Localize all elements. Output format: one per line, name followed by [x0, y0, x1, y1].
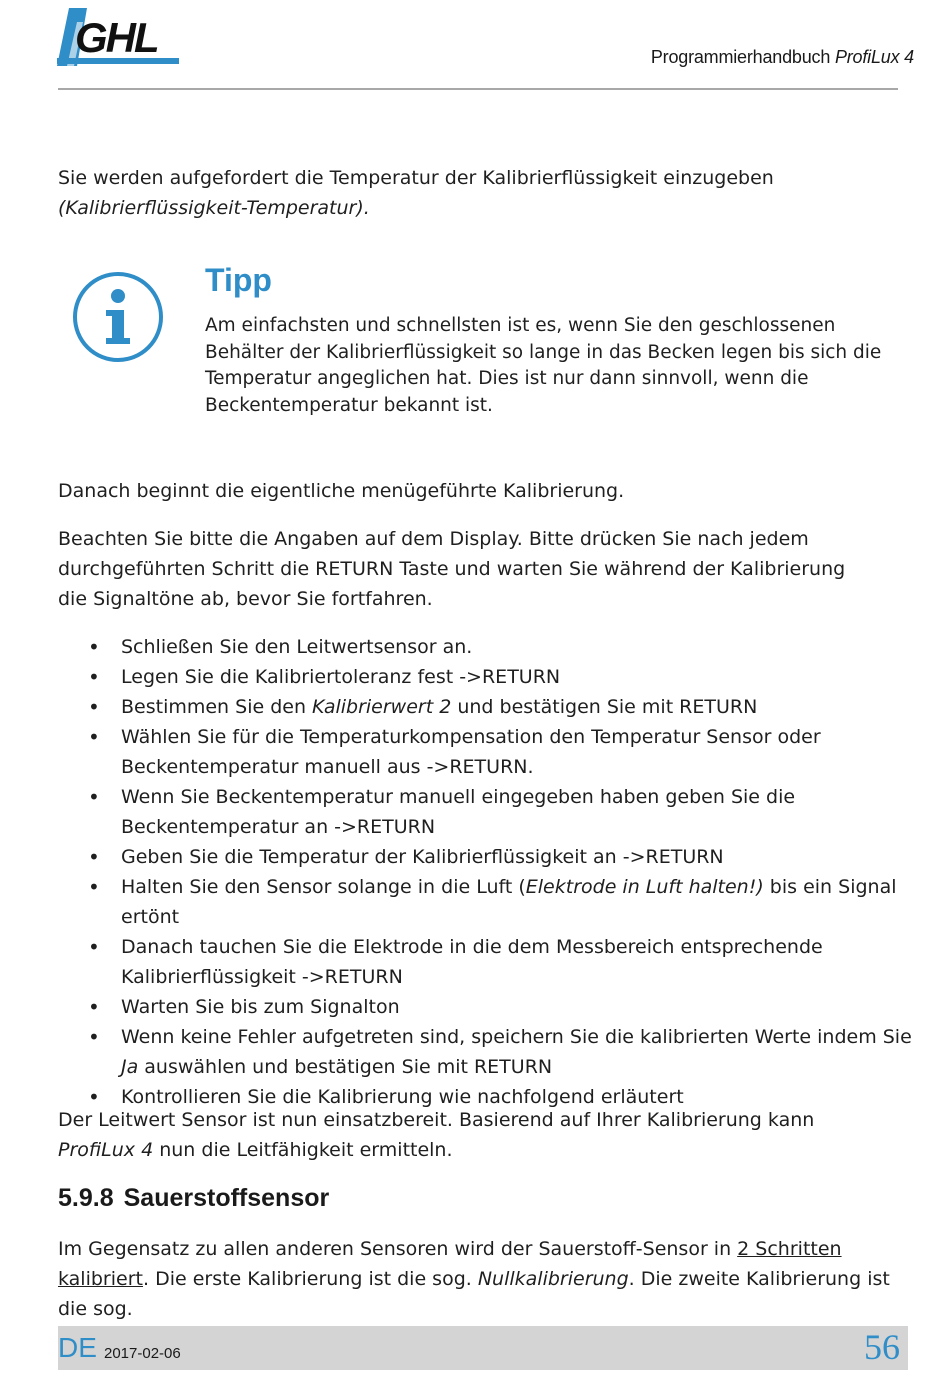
- list-item: • Kontrollieren Sie die Kalibrierung wie nachfolgend erläutert: [58, 1082, 918, 1112]
- intro-paragraph: Sie werden aufgefordert die Temperatur der Kalibrierflüssigkeit einzugeben (Kalibrierflüssigkeit-Temperatur).: [58, 167, 774, 219]
- calibration-steps-list: [58, 632, 918, 1112]
- info-icon: [71, 270, 165, 364]
- tip-title: Tipp: [205, 262, 272, 298]
- paragraph-oxygen-sensor: Im Gegensatz zu allen anderen Sensoren wird der Sauerstoff-Sensor in 2 Schritten kalibriert. Die erste Kalibrierung ist die sog. Nullkalibrierung. Die zweite Kalibrierung ist die sog.: [58, 1238, 890, 1320]
- list-item: • Halten Sie den Sensor solange in die Luft (Elektrode in Luft halten!) bis ein Signal ertönt: [58, 872, 918, 932]
- ghl-logo: [57, 8, 179, 66]
- paragraph-sensor-ready: Der Leitwert Sensor ist nun einsatzbereit. Basierend auf Ihrer Kalibrierung kann ProfiLux 4 nun die Leitfähigkeit ermitteln.: [58, 1109, 815, 1161]
- list-item: • Legen Sie die Kalibriertoleranz fest ->RETURN: [58, 662, 918, 692]
- tip-text: Am einfachsten und schnellsten ist es, wenn Sie den geschlossenen Behälter der Kalibrierflüssigkeit so lange in das Becken legen bis sich die Temperatur angeglichen hat. Dies ist nur dann sinnvoll, wenn die Beckentemperatur bekannt ist.: [205, 315, 882, 416]
- document-title: Programmierhandbuch ProfiLux 4: [650, 47, 914, 67]
- list-item: • Wenn keine Fehler aufgetreten sind, speichern Sie die kalibrierten Werte indem Sie Ja auswählen und bestätigen Sie mit RETURN: [58, 1022, 918, 1082]
- footer-date: 2017-02-06: [104, 1345, 181, 1362]
- list-item: • Schließen Sie den Leitwertsensor an.: [58, 632, 918, 662]
- paragraph-calibration-start: Danach beginnt die eigentliche menügeführte Kalibrierung.: [58, 480, 625, 502]
- list-item: • Danach tauchen Sie die Elektrode in die dem Messbereich entsprechende Kalibrierflüssigkeit ->RETURN: [58, 932, 918, 992]
- list-item: • Geben Sie die Temperatur der Kalibrierflüssigkeit an ->RETURN: [58, 842, 918, 872]
- list-item: • Wenn Sie Beckentemperatur manuell eingegeben haben geben Sie die Beckentemperatur an ->RETURN: [58, 782, 918, 842]
- list-item: • Warten Sie bis zum Signalton: [58, 992, 918, 1022]
- section-heading: 5.9.8 Sauerstoffsensor: [58, 1184, 330, 1212]
- list-item: • Bestimmen Sie den Kalibrierwert 2 und bestätigen Sie mit RETURN: [58, 692, 918, 722]
- cross-reference-link[interactable]: 2 Schritten kalibriert: [58, 1238, 842, 1290]
- paragraph-display-notes: Beachten Sie bitte die Angaben auf dem Display. Bitte drücken Sie nach jedem durchgeführten Schritt die RETURN Taste und warten Sie während der Kalibrierung die Signaltöne ab, bevor Sie fortfahren.: [58, 528, 846, 610]
- header-divider: [58, 88, 898, 90]
- page-number: 56: [864, 1327, 900, 1367]
- list-item: • Wählen Sie für die Temperaturkompensation den Temperatur Sensor oder Beckentemperatur manuell aus ->RETURN.: [58, 722, 918, 782]
- svg-text:GHL: GHL: [75, 14, 158, 61]
- footer-bar: [58, 1326, 908, 1370]
- footer-language: DE: [58, 1332, 97, 1363]
